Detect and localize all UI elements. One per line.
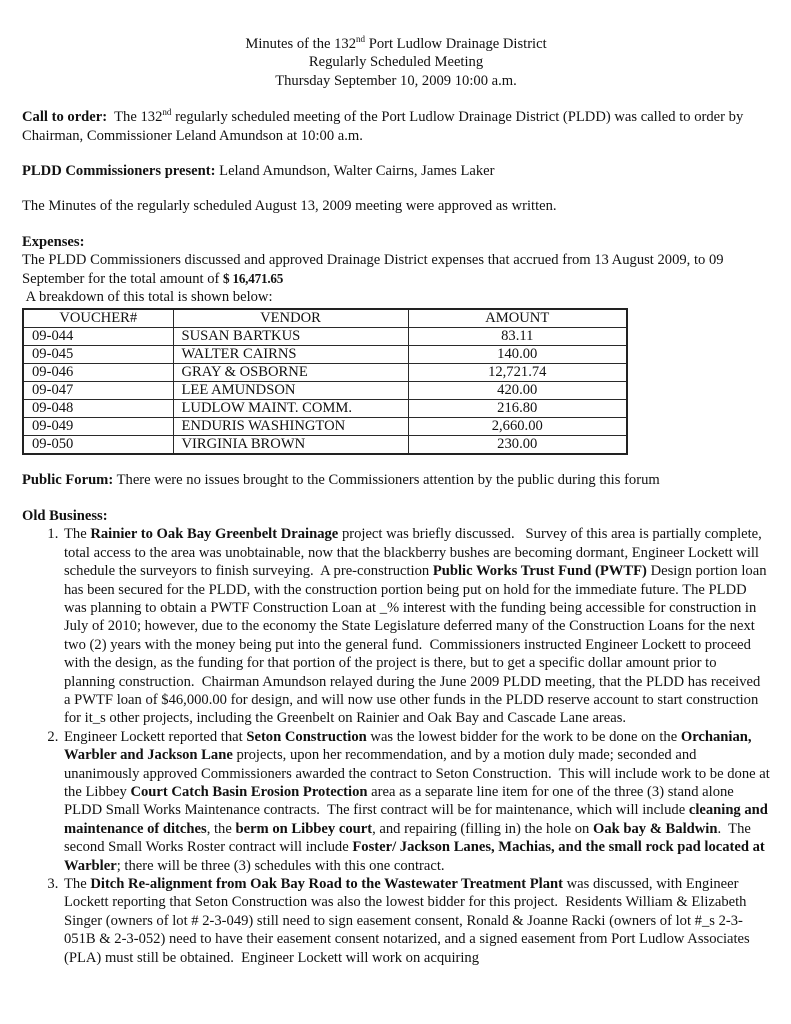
amount-cell: 12,721.74	[408, 364, 627, 382]
table-body	[23, 328, 627, 455]
column-header: VENDOR	[173, 309, 408, 328]
vendor-cell: WALTER CAIRNS	[173, 346, 408, 364]
amount-cell: 2,660.00	[408, 418, 627, 436]
old-business-heading: Old Business:	[22, 507, 108, 524]
table-row	[23, 382, 627, 400]
expenses-table	[22, 308, 628, 455]
title-line-1: Minutes of the 132nd Port Ludlow Drainage District	[245, 34, 547, 52]
amount-cell: 216.80	[408, 400, 627, 418]
vendor-cell: SUSAN BARTKUS	[173, 328, 408, 346]
vendor-cell: GRAY & OSBORNE	[173, 364, 408, 382]
old-business-item: 2. Engineer Lockett reported that Seton Construction was the lowest bidder for the work to be done on the Orchanian, Warbler and Jackson Lane projects, upon her recommendation, and by a motion duly made; seconded and unanimously approved Commissioners awarded the contract to Seton Construction. This will include work to be done at the Libbey Court Catch Basin Erosion Protection area as a separate line item for one of the three (3) stand alone PLDD Small Works Maintenance contracts. The first contract will be for maintenance, which will include cleaning and maintenance of ditches, the berm on Libbey court, and repairing (filling in) the hole on Oak bay & Baldwin. The second Small Works Roster contract will include Foster/ Jackson Lanes, Machias, and the small rock pad located at Warbler; there will be three (3) schedules with this one contract.	[62, 728, 770, 875]
voucher-cell: 09-045	[23, 346, 173, 364]
document-header	[22, 35, 770, 90]
voucher-cell: 09-049	[23, 418, 173, 436]
voucher-cell: 09-044	[23, 328, 173, 346]
public-forum-paragraph: Public Forum: There were no issues brought to the Commissioners attention by the public during this forum	[22, 472, 660, 489]
title-line-3: Thursday September 10, 2009 10:00 a.m.	[275, 72, 517, 89]
table-row	[23, 418, 627, 436]
table-header-row	[23, 309, 627, 328]
expenses-breakdown-note: A breakdown of this total is shown below:	[22, 289, 273, 306]
vendor-cell: ENDURIS WASHINGTON	[173, 418, 408, 436]
table-row	[23, 400, 627, 418]
call-to-order-paragraph: Call to order: The 132nd regularly scheduled meeting of the Port Ludlow Drainage District (PLDD) was called to order by Chairman, Commissioner Leland Amundson at 10:00 a.m.	[22, 107, 747, 144]
table-row	[23, 346, 627, 364]
amount-cell: 83.11	[408, 328, 627, 346]
voucher-cell: 09-048	[23, 400, 173, 418]
amount-cell: 230.00	[408, 436, 627, 455]
column-header: AMOUNT	[408, 309, 627, 328]
vendor-cell: LUDLOW MAINT. COMM.	[173, 400, 408, 418]
expenses-body: The PLDD Commissioners discussed and approved Drainage District expenses that accrued from 13 August 2009, to 09 September for the total amount of $ 16,471.65	[22, 252, 728, 287]
minutes-approval-paragraph: The Minutes of the regularly scheduled August 13, 2009 meeting were approved as written.	[22, 198, 557, 215]
vendor-cell: LEE AMUNDSON	[173, 382, 408, 400]
old-business-section	[22, 507, 774, 967]
table-row	[23, 364, 627, 382]
table-row	[23, 328, 627, 346]
voucher-cell: 09-050	[23, 436, 173, 455]
old-business-item: 1. The Rainier to Oak Bay Greenbelt Drainage project was briefly discussed. Survey of this area is partially complete, total access to the area was unobtainable, now that the blackberry bushes are becoming dormant, Engineer Lockett will schedule the surveyors to finish surveying. A pre-construction Public Works Trust Fund (PWTF) Design portion loan has been secured for the PLDD, with the construction portion being put on hold for the immediate future. The PLDD was planning to obtain a PWTF Construction Loan at _% interest with the funding being accessible for construction in July of 2010; however, due to the economy the State Legislature deferred many of the Construction Loans for the next two (2) years with the money being put into the general fund. Commissioners instructed Engineer Lockett to proceed with the design, as the funding for that portion of the project is there, but to get a specific dollar amount prior to planning construction. Chairman Amundson relayed during the June 2009 PLDD meeting, that the PLDD has received a PWTF loan of $46,000.00 for design, and will now use other funds in the PLDD reserve account to start construction for it_s other projects, including the Greenbelt on Rainier and Oak Bay and Cascade Lane areas.	[62, 525, 770, 727]
expenses-heading: Expenses:	[22, 233, 85, 250]
old-business-item: 3. The Ditch Re-alignment from Oak Bay Road to the Wastewater Treatment Plant was discussed, with Engineer Lockett reporting that Seton Construction was also the lowest bidder for this project. Residents William & Elizabeth Singer (owners of lot # 2-3-049) still need to sign easement consent, Ronald & Joanne Racki (owners of lot #_s 2-3-051B & 2-3-052) need to have their easement consent notarized, and a signed easement from Port Ludlow Associates (PLA) must still be obtained. Engineer Lockett will work on acquiring	[62, 875, 770, 967]
old-business-list	[22, 525, 774, 967]
amount-cell: 140.00	[408, 346, 627, 364]
title-line-2: Regularly Scheduled Meeting	[308, 54, 484, 71]
voucher-cell: 09-047	[23, 382, 173, 400]
expenses-section	[22, 233, 770, 456]
commissioners-present-paragraph: PLDD Commissioners present: Leland Amundson, Walter Cairns, James Laker	[22, 163, 495, 180]
table-row	[23, 436, 627, 455]
amount-cell: 420.00	[408, 382, 627, 400]
vendor-cell: VIRGINIA BROWN	[173, 436, 408, 455]
voucher-cell: 09-046	[23, 364, 173, 382]
column-header: VOUCHER#	[23, 309, 173, 328]
